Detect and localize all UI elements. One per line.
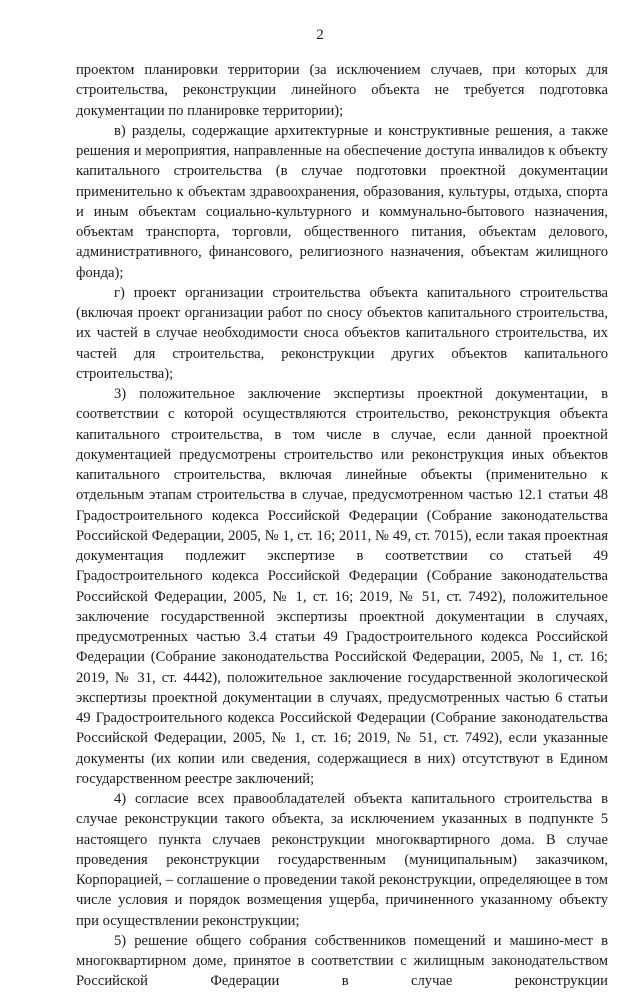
document-body [76, 60, 608, 992]
paragraph-item-g: г) проект организации строительства объекта капитального строительства (включая проект организации работ по сносу объектов капитального строительства, их частей в случае необходимости сноса объектов капитального строительства, их частей для строительства, реконструкции других объектов капитального строительства); [76, 284, 608, 382]
paragraph-continuation: проектом планировки территории (за исключением случаев, при которых для строительства, реконструкции линейного объекта не требуется подготовка документации по планировке территории); [76, 62, 608, 119]
paragraph-item-3: 3) положительное заключение экспертизы проектной документации, в соответствии с которой осуществляются строительство, реконструкция объекта капитального строительства, в том числе в случае, если данной проектной документацией предусмотрены строительство или реконструкция иных объектов капитального строительства, включая линейные объекты (применительно к отдельным этапам строительства в случае, предусмотренном частью 12.1 статьи 48 Градостроительного кодекса Российской Федерации (Собрание законодательства Российской Федерации, 2005, № 1, ст. 16; 2011, № 49, ст. 7015), если такая проектная документация подлежит экспертизе в соответствии со статьей 49 Градостроительного кодекса Российской Федерации (Собрание законодательства Российской Федерации, 2005, № 1, ст. 16; 2019, № 51, ст. 7492), положительное заключение государственной экспертизы проектной документации в случаях, предусмотренных частью 3.4 статьи 49 Градостроительного кодекса Российской Федерации (Собрание законодательства Российской Федерации, 2005, № 1, ст. 16; 2019, № 31, ст. 4442), положительное заключение государственной экологической экспертизы проектной документации в случаях, предусмотренных частью 6 статьи 49 Градостроительного кодекса Российской Федерации (Собрание законодательства Российской Федерации, 2005, № 1, ст. 16; 2019, № 51, ст. 7492), если указанные документы (их копии или сведения, содержащиеся в них) отсутствуют в Едином государственном реестре заключений; [76, 386, 608, 787]
page-number: 2 [316, 27, 324, 43]
paragraph-item-v: в) разделы, содержащие архитектурные и конструктивные решения, а также решения и мероприятия, направленные на обеспечение доступа инвалидов к объекту капитального строительства (в случае подготовки проектной документации применительно к объектам здравоохранения, образования, культуры, отдыха, спорта и иным объектам социально-культурного и коммунально-бытового назначения, объектам транспорта, торговли, общественного питания, объектам делового, административного, финансового, религиозного назначения, объектам жилищного фонда); [76, 122, 608, 281]
paragraph-item-5: 5) решение общего собрания собственников помещений и машино-мест в многоквартирном доме, принятое в соответствии с жилищным законодательством Российской Федерации в случае реконструкции [76, 932, 608, 990]
paragraph-item-4: 4) согласие всех правообладателей объекта капитального строительства в случае реконструкции такого объекта, за исключением указанных в подпункте 5 настоящего пункта случаев реконструкции многоквартирного дома. В случае проведения реконструкции государственным (муниципальным) заказчиком, Корпорацией, – соглашение о проведении такой реконструкции, определяющее в том числе условия и порядок возмещения ущерба, причиненного указанному объекту при осуществлении реконструкции; [76, 791, 608, 929]
